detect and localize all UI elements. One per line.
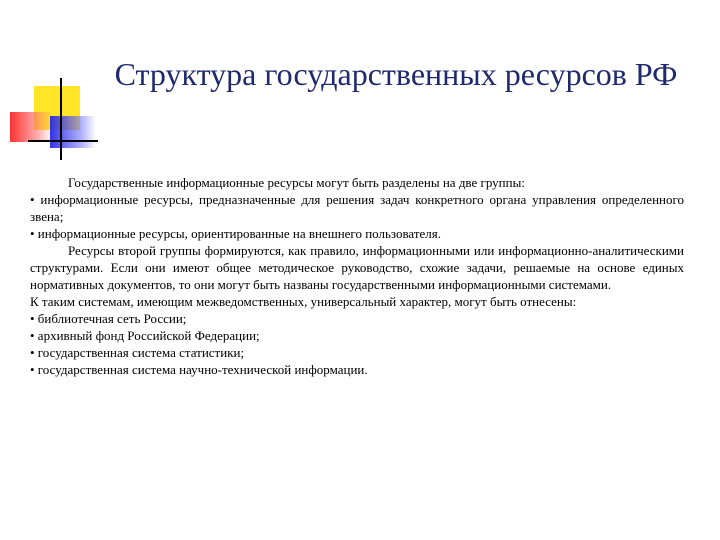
bullet-item: • архивный фонд Российской Федерации; — [30, 328, 260, 343]
slide-title: Структура государственных ресурсов РФ — [114, 56, 678, 92]
red-square-decoration — [10, 112, 52, 142]
horizontal-line-decoration — [28, 140, 98, 142]
blue-square-decoration — [50, 116, 96, 148]
bullet-item: • информационные ресурсы, ориентированные на внешнего пользователя. — [30, 226, 442, 241]
slide-body — [30, 174, 684, 378]
bullet-item: • государственная система статистики; — [30, 345, 245, 360]
bullet-item: • библиотечная сеть России; — [30, 311, 187, 326]
decorative-squares — [0, 0, 110, 170]
bullet-item: • государственная система научно-технической информации. — [30, 362, 368, 377]
bullet-item: • информационные ресурсы, предназначенные для решения задач конкретного органа управления определенного звена; — [30, 192, 684, 224]
intro-paragraph: Государственные информационные ресурсы могут быть разделены на две группы: — [68, 175, 525, 190]
second-group-paragraph: Ресурсы второй группы формируются, как правило, информационными или информационно-аналитическими структурами. Если они имеют общее методическое руководство, схожие задачи, решаемые на основе единых нормативных документов, то они могут быть названы государственными информационными системами. — [30, 243, 684, 292]
vertical-line-decoration — [60, 78, 62, 160]
systems-paragraph: К таким системам, имеющим межведомственных, универсальный характер, могут быть отнесены: — [30, 294, 577, 309]
